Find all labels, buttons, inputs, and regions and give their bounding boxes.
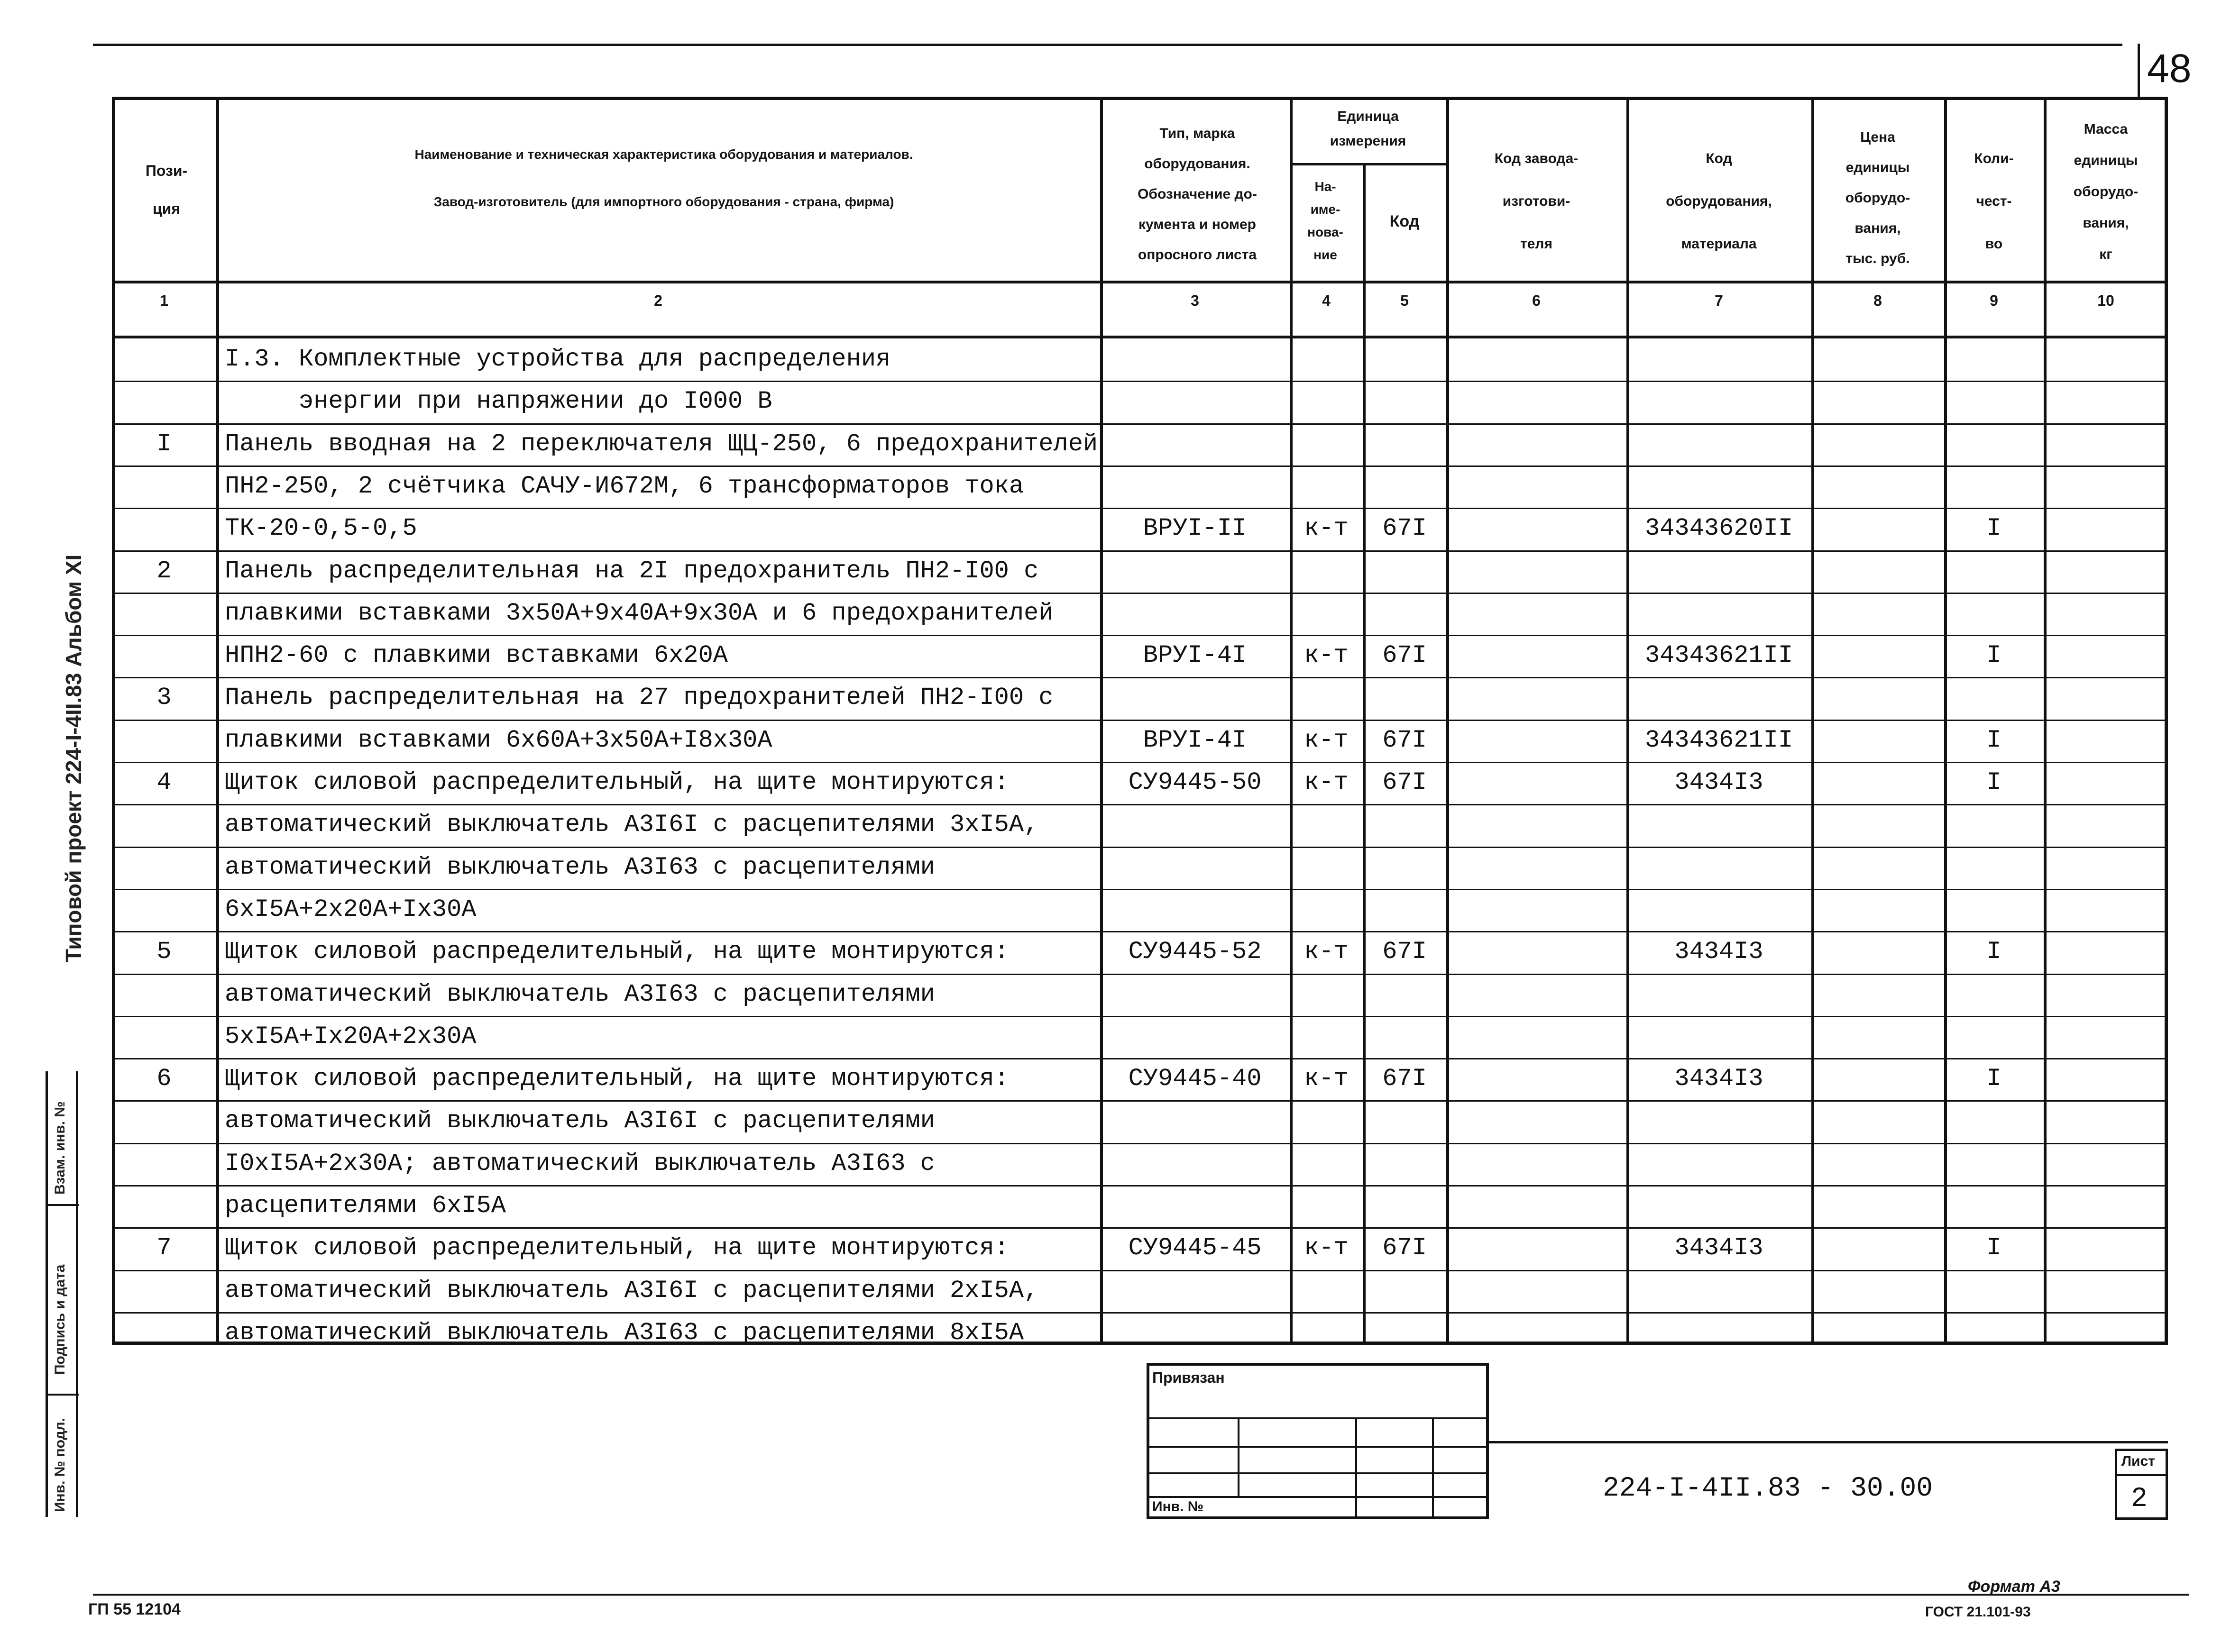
column-number: 6 <box>1532 292 1541 309</box>
colnum-bottom-rule <box>112 336 2168 338</box>
row-quantity: I <box>1986 768 2001 796</box>
row-name: I.3. Комплектные устройства для распределения <box>225 345 891 373</box>
row-unit-code: 67I <box>1382 938 1427 966</box>
row-unit-code: 67I <box>1382 514 1427 542</box>
column-number: 3 <box>1191 292 1199 309</box>
row-name: Щиток силовой распределительный, на щите монтируются: <box>225 1234 1009 1262</box>
row-name: плавкими вставками 3x50A+9x40A+9x30A и 6 предохранителей <box>225 599 1054 627</box>
row-type: ВРУI-4I <box>1143 641 1247 669</box>
column-number: 2 <box>654 292 662 309</box>
row-type: ВРУI-4I <box>1143 726 1247 754</box>
row-divider <box>112 1270 2168 1271</box>
row-unit: к-т <box>1304 1234 1349 1262</box>
stamp-inv-label: Инв. № <box>1152 1499 1204 1515</box>
header-price: Цена единицы оборудо- вания, тыс. руб. <box>1845 129 1910 266</box>
row-quantity: I <box>1986 514 2001 542</box>
row-unit-code: 67I <box>1382 1065 1427 1093</box>
row-name: энергии при напряжении до I000 В <box>225 387 772 415</box>
row-divider <box>112 381 2168 382</box>
row-quantity: I <box>1986 726 2001 754</box>
row-name: Щиток силовой распределительный, на щите монтируются: <box>225 1065 1009 1093</box>
column-number: 7 <box>1715 292 1723 309</box>
column-number: 1 <box>160 292 168 309</box>
row-name: Щиток силовой распределительный, на щите монтируются: <box>225 938 1009 966</box>
row-name: автоматический выключатель А3I63 с расцепителями 8xI5A <box>225 1319 1024 1347</box>
column-number: 9 <box>1990 292 1998 309</box>
row-divider <box>112 804 2168 805</box>
row-position: 2 <box>156 557 172 585</box>
stamp-grid-h3 <box>1147 1472 1489 1474</box>
header-quantity: Коли- чест- во <box>1974 151 2014 252</box>
stamp-grid-h2 <box>1147 1446 1489 1448</box>
row-divider <box>112 847 2168 848</box>
header-position: Пози- ция <box>145 162 188 217</box>
side-replace-inv: Взам. инв. № <box>52 1101 68 1195</box>
row-type: СУ9445-50 <box>1128 768 1262 796</box>
row-position: 4 <box>156 768 172 796</box>
row-equipment-code: 34343621II <box>1644 641 1793 669</box>
row-name: Панель распределительная на 2I предохранитель ПН2-I00 с <box>225 557 1039 585</box>
row-unit: к-т <box>1304 768 1349 796</box>
row-name: автоматический выключатель А3I63 с расцепителями <box>225 853 935 881</box>
header-name-line2: Завод-изготовитель (для импортного оборудования - страна, фирма) <box>433 194 894 209</box>
row-divider <box>112 677 2168 678</box>
header-name-line1: Наименование и техническая характеристика оборудования и материалов. <box>414 147 913 162</box>
header-unit-group: Единица измерения <box>1330 109 1406 149</box>
stamp-grid-h4 <box>1147 1496 1489 1498</box>
row-divider <box>112 931 2168 932</box>
header-bottom-rule <box>112 281 2168 283</box>
header-unit-name: На- име- нова- ние <box>1307 179 1343 262</box>
row-position: 6 <box>156 1065 172 1093</box>
column-number: 4 <box>1322 292 1331 309</box>
sheet-number-divider <box>2138 44 2140 97</box>
row-unit: к-т <box>1304 1065 1349 1093</box>
row-name: Панель вводная на 2 переключателя ЩЦ-250, 6 предохранителей <box>225 430 1098 458</box>
header-unit-code: Код <box>1389 212 1420 230</box>
row-quantity: I <box>1986 1234 2001 1262</box>
sheet-box-divider <box>2115 1474 2168 1476</box>
row-divider <box>112 1100 2168 1102</box>
row-divider <box>112 720 2168 721</box>
row-unit: к-т <box>1304 514 1349 542</box>
side-album-label: Типовой проект 224-I-4II.83 Альбом XI <box>61 554 86 962</box>
stamp-grid-v3 <box>1432 1417 1434 1519</box>
row-equipment-code: 3434I3 <box>1674 1234 1763 1262</box>
row-type: ВРУI-II <box>1143 514 1247 542</box>
footer-left-code: ГП 55 12104 <box>88 1600 181 1618</box>
row-divider <box>112 1143 2168 1144</box>
row-unit-code: 67I <box>1382 768 1427 796</box>
row-equipment-code: 3434I3 <box>1674 1065 1763 1093</box>
stamp-grid-h1 <box>1147 1417 1489 1419</box>
sheet-number: 48 <box>2147 46 2192 91</box>
row-equipment-code: 3434I3 <box>1674 768 1763 796</box>
row-type: СУ9445-40 <box>1128 1065 1262 1093</box>
row-divider <box>112 635 2168 636</box>
side-strip-border <box>46 1071 48 1517</box>
row-equipment-code: 34343621II <box>1644 726 1793 754</box>
stamp-attached-label: Привязан <box>1152 1369 1225 1386</box>
row-position: 7 <box>156 1234 172 1262</box>
row-divider <box>112 508 2168 509</box>
row-divider <box>112 1185 2168 1187</box>
row-name: I0xI5A+2x30A; автоматический выключатель А3I63 с <box>225 1150 935 1177</box>
row-name: 5xI5A+Ix20A+2x30A <box>225 1022 477 1050</box>
row-divider <box>112 1227 2168 1229</box>
row-position: 5 <box>156 938 172 966</box>
side-inv-original: Инв. № подл. <box>52 1417 68 1512</box>
unit-group-divider <box>1290 163 1446 165</box>
row-unit-code: 67I <box>1382 726 1427 754</box>
row-divider <box>112 593 2168 594</box>
header-type: Тип, марка оборудования. Обозначение до- кумента и номер опросного листа <box>1138 126 1257 263</box>
row-unit-code: 67I <box>1382 1234 1427 1262</box>
row-type: СУ9445-45 <box>1128 1234 1262 1262</box>
sheet-value: 2 <box>2131 1484 2148 1515</box>
header-equipment-code: Код оборудования, материала <box>1666 151 1772 252</box>
row-name: 6xI5A+2x20A+Ix30A <box>225 895 477 923</box>
row-unit: к-т <box>1304 726 1349 754</box>
stamp-title-top-rule <box>1489 1441 2168 1443</box>
row-name: автоматический выключатель А3I63 с расцепителями <box>225 980 935 1008</box>
side-strip-divider-1 <box>46 1204 79 1206</box>
column-number: 5 <box>1400 292 1409 309</box>
row-divider <box>112 1016 2168 1017</box>
row-name: автоматический выключатель А3I6I с расцепителями <box>225 1107 935 1135</box>
stamp-grid-v2 <box>1355 1417 1357 1519</box>
header-plant-code: Код завода- изготови- теля <box>1494 151 1579 252</box>
document-code: 224-I-4II.83 - 30.00 <box>1603 1473 1933 1504</box>
row-name: ПН2-250, 2 счётчика САЧУ-И672М, 6 трансформаторов тока <box>225 472 1024 500</box>
row-name: автоматический выключатель А3I6I с расцепителями 3xI5A, <box>225 811 1039 839</box>
row-equipment-code: 34343620II <box>1644 514 1793 542</box>
row-unit: к-т <box>1304 938 1349 966</box>
row-position: I <box>156 430 172 458</box>
column-number: 10 <box>2097 292 2114 309</box>
footer-format: Формат А3 <box>1968 1578 2060 1596</box>
row-divider <box>112 889 2168 890</box>
row-divider <box>112 974 2168 975</box>
row-divider <box>112 423 2168 425</box>
column-number: 8 <box>1873 292 1882 309</box>
row-position: 3 <box>156 684 172 712</box>
row-name: автоматический выключатель А3I6I с расцепителями 2xI5A, <box>225 1277 1039 1305</box>
row-unit-code: 67I <box>1382 641 1427 669</box>
side-signature: Подпись и дата <box>52 1264 68 1375</box>
row-name: плавкими вставками 6x60A+3x50A+I8x30A <box>225 726 772 754</box>
sheet-label: Лист <box>2121 1453 2155 1469</box>
side-strip-divider-2 <box>46 1394 79 1396</box>
row-name: Панель распределительная на 27 предохранителей ПН2-I00 с <box>225 684 1054 712</box>
row-divider <box>112 762 2168 763</box>
footer-rule <box>93 1594 2189 1596</box>
header-mass: Масса единицы оборудо- вания, кг <box>2073 121 2139 262</box>
row-equipment-code: 3434I3 <box>1674 938 1763 966</box>
row-quantity: I <box>1986 641 2001 669</box>
footer-gost: ГОСТ 21.101-93 <box>1925 1604 2031 1620</box>
column-divider <box>1363 163 1366 1345</box>
row-divider <box>112 1312 2168 1314</box>
row-divider <box>112 1058 2168 1059</box>
row-name: Щиток силовой распределительный, на щите монтируются: <box>225 768 1009 796</box>
row-divider <box>112 465 2168 467</box>
stamp-grid-v1 <box>1238 1417 1239 1496</box>
top-rule <box>93 44 2122 46</box>
row-name: ТК-20-0,5-0,5 <box>225 514 417 542</box>
row-name: расцепителями 6xI5A <box>225 1192 506 1220</box>
row-unit: к-т <box>1304 641 1349 669</box>
row-divider <box>112 550 2168 552</box>
row-quantity: I <box>1986 1065 2001 1093</box>
row-type: СУ9445-52 <box>1128 938 1262 966</box>
row-quantity: I <box>1986 938 2001 966</box>
side-strip-border-outer <box>76 1071 78 1517</box>
row-name: НПН2-60 с плавкими вставками 6x20A <box>225 641 728 669</box>
